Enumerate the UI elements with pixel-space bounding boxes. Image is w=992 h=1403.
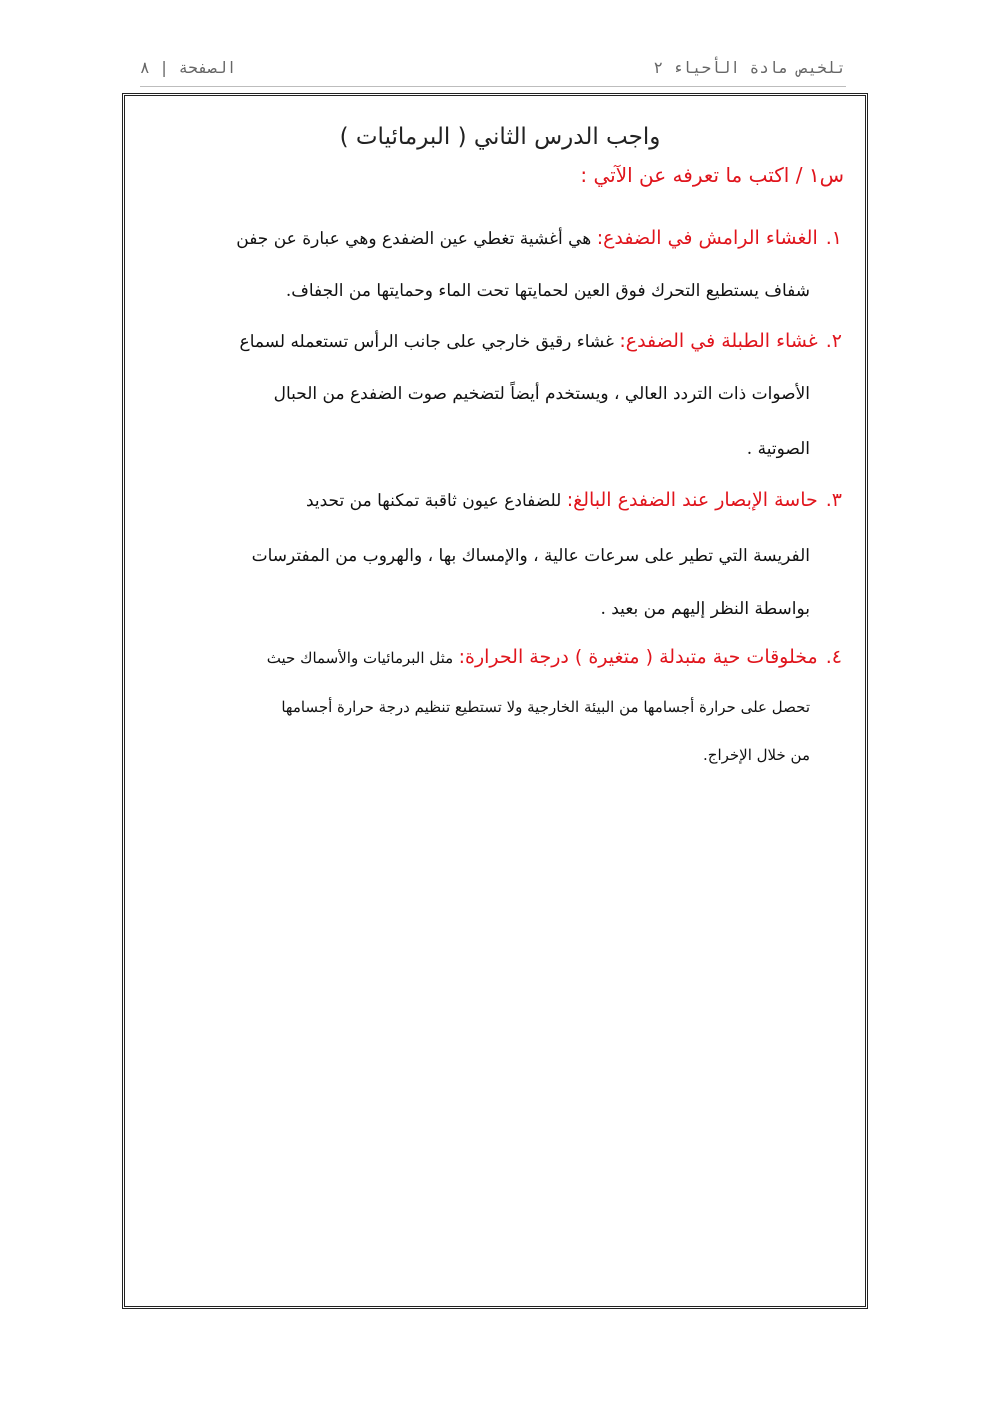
item-3-line-1 (306, 485, 842, 516)
page-header (140, 52, 846, 87)
header-page-number: الصفحة | ٨ (140, 58, 237, 77)
item-number: ١. (825, 227, 842, 249)
item-2-line-1 (240, 326, 842, 357)
item-1-line-2: شفاف يستطيع التحرك فوق العين لحمايتها تحت الماء وحمايتها من الجفاف. (285, 281, 810, 301)
item-1-line-1 (236, 223, 842, 254)
item-text: مثل البرمائيات والأسماك حيث (266, 649, 454, 667)
item-4-line-1 (267, 642, 842, 673)
item-number: ٢. (825, 330, 842, 352)
item-term: مخلوقات حية متبدلة ( متغيرة ) درجة الحرارة: (458, 646, 818, 668)
item-text: هي أغشية تغطي عين الضفدع وهي عبارة عن جفن (236, 229, 592, 249)
header-title: تلخيص مادة الأحياء ٢ (653, 58, 846, 77)
item-text: للضفادع عيون ثاقبة تمكنها من تحديد (305, 491, 562, 511)
item-4-line-3: من خلال الإخراج. (703, 746, 810, 764)
item-term: الغشاء الرامش في الضفدع: (596, 227, 818, 249)
item-2-line-2: الأصوات ذات التردد العالي ، ويستخدم أيضاً لتضخيم صوت الضفدع من الحبال (273, 384, 810, 404)
question-heading: س١ / اكتب ما تعرفه عن الآتي : (580, 163, 844, 187)
item-3-line-2: الفريسة التي تطير على سرعات عالية ، والإمساك بها ، والهروب من المفترسات (251, 546, 810, 566)
item-3-line-3: بواسطة النظر إليهم من بعيد . (600, 599, 810, 619)
item-2-line-3: الصوتية . (746, 439, 810, 459)
item-number: ٤. (825, 646, 842, 668)
item-4-line-2: تحصل على حرارة أجسامها من البيئة الخارجية ولا تستطيع تنظيم درجة حرارة أجسامها (281, 698, 810, 716)
item-text: غشاء رقيق خارجي على جانب الرأس تستعمله لسماع (239, 332, 614, 352)
item-number: ٣. (825, 489, 842, 511)
item-term: غشاء الطبلة في الضفدع: (619, 330, 818, 352)
item-term: حاسة الإبصار عند الضفدع البالغ: (566, 489, 818, 511)
page-title: واجب الدرس الثاني ( البرمائيات ) (339, 124, 661, 150)
